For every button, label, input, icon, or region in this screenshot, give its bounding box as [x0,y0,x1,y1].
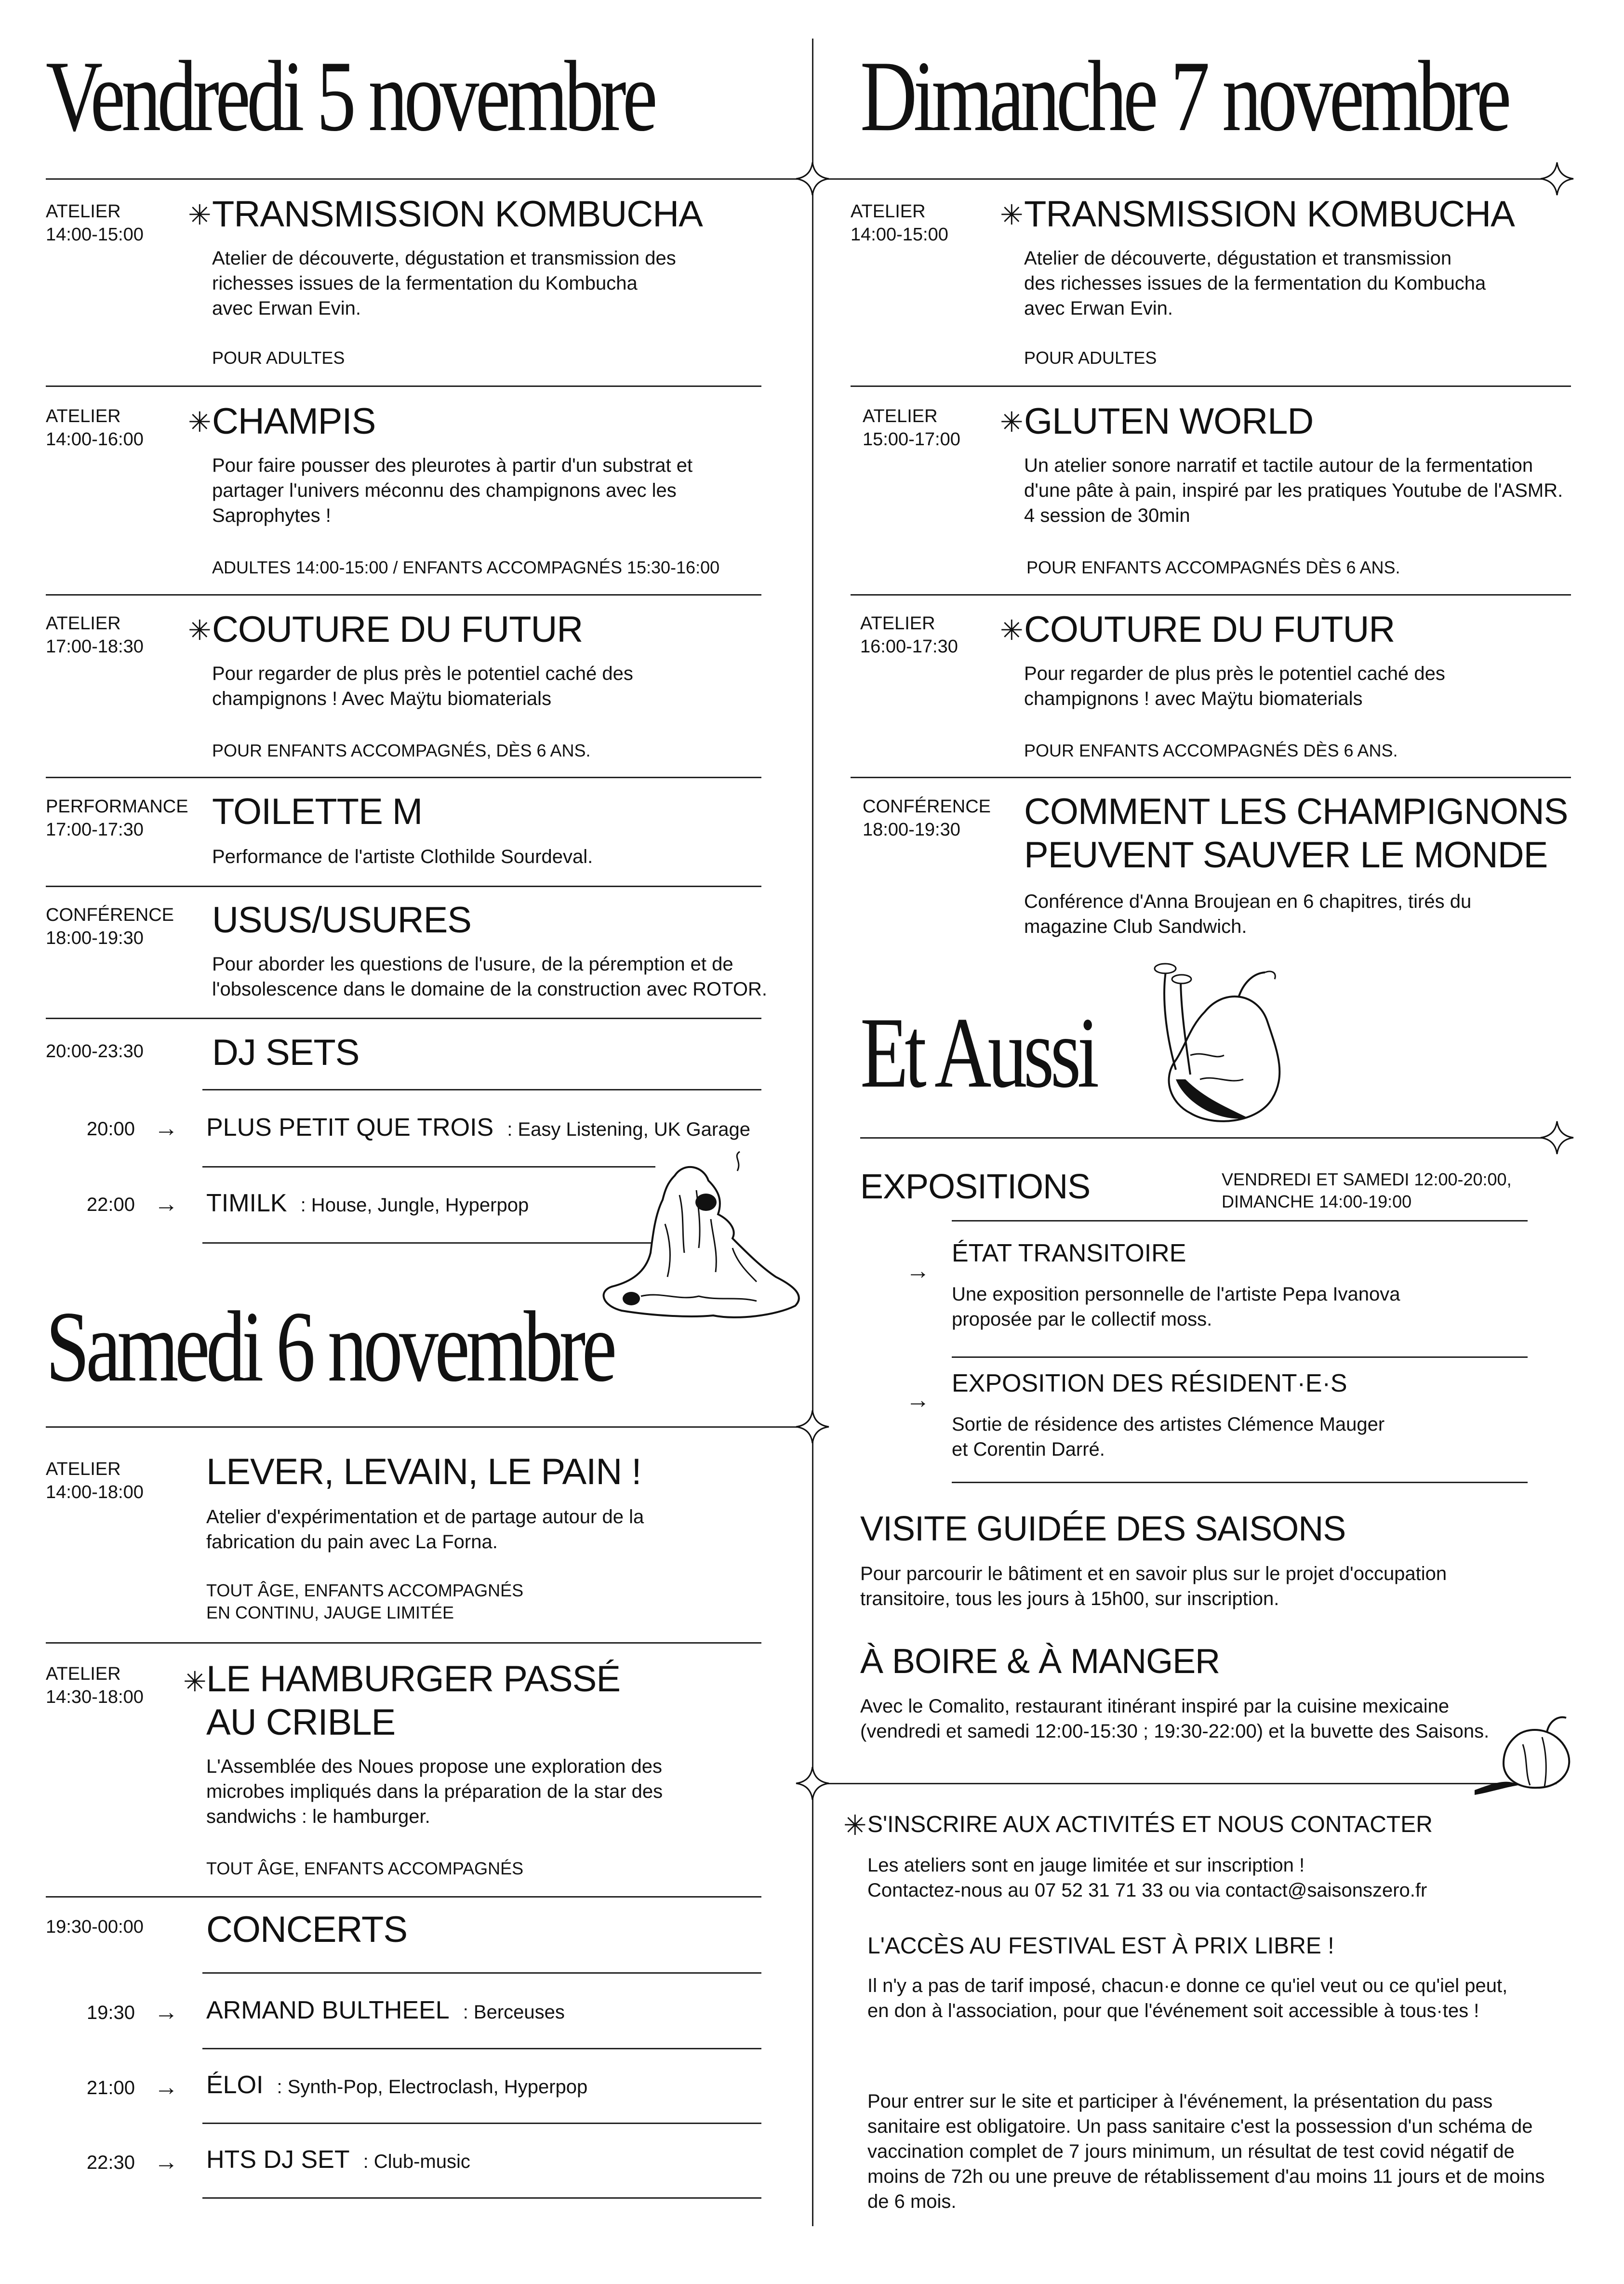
event-time: 14:30-18:00 [46,1687,144,1707]
event-time: 14:00-15:00 [851,225,948,245]
divider [202,1089,761,1090]
visite-title: VISITE GUIDÉE DES SAISONS [860,1510,1346,1548]
sparkle-icon [795,161,830,196]
event-audience: ADULTES 14:00-15:00 / ENFANTS ACCOMPAGNÉS 15:30-16:00 [212,558,720,577]
event-description: Pour regarder de plus près le potentiel caché des champignons ! avec Maÿtu biomaterials [1024,663,1445,709]
arrow-icon: → [154,1190,178,1217]
sparkle-icon [1540,161,1574,196]
arrow-icon: → [154,2073,178,2100]
asterisk-icon: ✳ [843,1810,867,1841]
event-time: 14:00-16:00 [46,429,144,450]
event-title: GLUTEN WORLD [1024,401,1314,442]
event-audience: POUR ENFANTS ACCOMPAGNÉS DÈS 6 ANS. [1024,741,1398,760]
divider [851,385,1571,387]
event-description: Conférence d'Anna Broujean en 6 chapitres, tirés du magazine Club Sandwich. [1024,891,1472,937]
event-title: COUTURE DU FUTUR [212,609,583,650]
arrow-icon: → [154,1115,178,1142]
set-genre: : House, Jungle, Hyperpop [300,1195,529,1216]
asterisk-icon: ✳ [1000,199,1024,231]
divider [46,594,761,596]
asterisk-icon: ✳ [188,199,212,231]
mushroom-pear-illustration [1132,959,1306,1132]
event-audience: POUR ADULTES [1024,348,1157,368]
divider [202,1242,655,1244]
event-category: ATELIER [46,1664,121,1684]
set-time: 21:00 [86,2077,135,2098]
set-artist: HTS DJ SET : Club-music [206,2146,470,2174]
arrow-icon: → [154,2148,178,2175]
event-audience: TOUT ÂGE, ENFANTS ACCOMPAGNÉS EN CONTINU, JAUGE LIMITÉE [206,1580,524,1622]
saturday-header-rule [46,1426,805,1428]
arrow-icon: → [906,1257,930,1284]
event-category: ATELIER [46,406,121,426]
asterisk-icon: ✳ [1000,407,1024,438]
friday-title: Vendredi 5 novembre [46,40,654,152]
set-genre: : Club-music [363,2151,470,2172]
divider [202,1972,761,1974]
set-artist: TIMILK : House, Jungle, Hyperpop [206,1189,529,1217]
asterisk-icon: ✳ [188,615,212,646]
set-time: 22:30 [86,2152,135,2173]
divider [202,1166,655,1168]
boire-title: À BOIRE & À MANGER [860,1642,1220,1681]
prix-title: L'ACCÈS AU FESTIVAL EST À PRIX LIBRE ! [867,1933,1334,1959]
aussi-header-rule [860,1137,1557,1139]
event-category: CONFÉRENCE [863,797,991,817]
sparkle-icon [1540,1120,1574,1155]
pass-sanitaire-notice: Pour entrer sur le site et participer à l'événement, la présentation du pass sanitaire est obligatoire. Un pass sanitaire c'est la possession d'un schéma de vaccination complet de 7 jours minimum, un résultat de test covid négatif de moins de 72h ou une preuve de rétablissement d'au moins 11 jours et de moins de 6 mois. [867,2091,1545,2212]
divider [46,385,761,387]
event-title: LE HAMBURGER PASSÉ AU CRIBLE [206,1659,621,1743]
event-time: 15:00-17:00 [863,429,960,450]
boire-description: Avec le Comalito, restaurant itinérant inspiré par la cuisine mexicaine (vendredi et samedi 12:00-15:30 ; 19:30-22:00) et la buvette des Saisons. [860,1696,1490,1742]
gourd-illustration [1475,1706,1581,1802]
asterisk-icon: ✳ [183,1666,207,1698]
set-artist: ÉLOI : Synth-Pop, Electroclash, Hyperpop [206,2071,588,2099]
divider [46,1642,761,1644]
sparkle-icon [795,1409,830,1444]
event-description: Atelier de découverte, dégustation et transmission des richesses issues de la fermentation du Kombucha avec Erwan Evin. [1024,248,1486,319]
contact-rule [819,1783,1557,1784]
set-time: 20:00 [86,1118,135,1140]
divider [952,1220,1528,1222]
dj-title: DJ SETS [212,1032,359,1073]
event-description: Atelier de découverte, dégustation et transmission des richesses issues de la fermentation du Kombucha avec Erwan Evin. [212,248,676,319]
event-description: Pour faire pousser des pleurotes à partir d'un substrat et partager l'univers méconnu des champignons avec les Saprophytes ! [212,455,693,526]
divider [851,594,1571,596]
event-category: ATELIER [863,406,938,426]
event-time: 14:00-15:00 [46,225,144,245]
event-title: USUS/USURES [212,900,471,941]
divider [202,2197,761,2199]
divider [46,777,761,778]
dj-time: 20:00-23:30 [46,1041,144,1062]
event-category: CONFÉRENCE [46,905,174,925]
event-audience: POUR ENFANTS ACCOMPAGNÉS DÈS 6 ANS. [1026,558,1400,577]
event-title: CHAMPIS [212,401,376,442]
divider [46,1896,761,1898]
event-description: Pour regarder de plus près le potentiel caché des champignons ! Avec Maÿtu biomaterials [212,663,633,709]
contact-title: S'INSCRIRE AUX ACTIVITÉS ET NOUS CONTACTER [867,1812,1433,1837]
event-time: 16:00-17:30 [860,637,958,657]
concerts-title: CONCERTS [206,1909,408,1950]
asterisk-icon: ✳ [188,407,212,438]
divider [46,886,761,887]
visite-description: Pour parcourir le bâtiment et en savoir plus sur le projet d'occupation transitoire, tous les jours à 15h00, sur inscription. [860,1563,1447,1609]
event-category: ATELIER [851,201,926,222]
event-time: 17:00-18:30 [46,637,144,657]
set-time: 19:30 [86,2002,135,2023]
set-genre: : Berceuses [463,2002,565,2023]
event-time: 18:00-19:30 [46,928,144,948]
arrow-icon: → [906,1386,930,1413]
event-title: COMMENT LES CHAMPIGNONS PEUVENT SAUVER LE MONDE [1024,791,1568,876]
event-description: Atelier d'expérimentation et de partage autour de la fabrication du pain avec La Forna. [206,1506,644,1553]
event-category: ATELIER [46,1459,121,1479]
event-time: 18:00-19:30 [863,820,960,840]
event-category: ATELIER [860,613,935,634]
event-description: Un atelier sonore narratif et tactile autour de la fermentation d'une pâte à pain, inspiré par les pratiques Youtube de l'ASMR. 4 session de 30min [1024,455,1563,526]
event-category: ATELIER [46,201,121,222]
set-genre: : Synth-Pop, Electroclash, Hyperpop [277,2076,588,2098]
divider [202,2048,761,2049]
expo-description: Sortie de résidence des artistes Clémence Mauger et Corentin Darré. [952,1414,1385,1460]
event-title: TOILETTE M [212,791,423,832]
aussi-title: Et Aussi [860,997,1096,1109]
divider [952,1356,1528,1358]
asterisk-icon: ✳ [1000,615,1024,646]
center-divider [812,39,813,2226]
set-artist: ARMAND BULTHEEL : Berceuses [206,1996,565,2024]
concerts-time: 19:30-00:00 [46,1917,144,1937]
divider [952,1482,1528,1483]
set-artist: PLUS PETIT QUE TROIS : Easy Listening, UK Garage [206,1114,750,1142]
event-time: 14:00-18:00 [46,1482,144,1502]
event-audience: TOUT ÂGE, ENFANTS ACCOMPAGNÉS [206,1859,524,1878]
event-audience: POUR ADULTES [212,348,345,368]
divider [851,777,1571,778]
sunday-title: Dimanche 7 novembre [860,40,1508,152]
event-title: COUTURE DU FUTUR [1024,609,1395,650]
prix-description: Il n'y a pas de tarif imposé, chacun·e donne ce qu'iel veut ou ce qu'iel peut, en don à l'association, pour que l'événement soit accessible à tous·tes ! [867,1975,1508,2021]
event-category: ATELIER [46,613,121,634]
sunday-header-rule [819,178,1557,180]
dripping-blob-illustration [593,1156,824,1330]
event-category: PERFORMANCE [46,797,188,817]
set-genre: : Easy Listening, UK Garage [507,1119,750,1140]
expo-hours: VENDREDI ET SAMEDI 12:00-20:00, DIMANCHE 14:00-19:00 [1222,1169,1512,1211]
event-title: TRANSMISSION KOMBUCHA [212,194,703,235]
arrow-icon: → [154,1998,178,2025]
expo-name: EXPOSITION DES RÉSIDENT·E·S [952,1369,1347,1397]
divider [46,1018,761,1019]
divider [202,2123,761,2124]
event-title: LEVER, LEVAIN, LE PAIN ! [206,1451,641,1492]
contact-description: Les ateliers sont en jauge limitée et sur inscription ! Contactez-nous au 07 52 31 71 33 ou via contact@saisonszero.fr [867,1855,1427,1901]
expo-name: ÉTAT TRANSITOIRE [952,1239,1186,1267]
set-time: 22:00 [86,1194,135,1215]
expo-title: EXPOSITIONS [860,1168,1091,1206]
sparkle-icon [795,1766,830,1801]
event-time: 17:00-17:30 [46,820,144,840]
event-description: Pour aborder les questions de l'usure, de la péremption et de l'obsolescence dans le domaine de la construction avec ROTOR. [212,954,767,1000]
event-description: L'Assemblée des Noues propose une exploration des microbes impliqués dans la préparation de la star des sandwichs : le hamburger. [206,1756,663,1827]
event-audience: POUR ENFANTS ACCOMPAGNÉS, DÈS 6 ANS. [212,741,591,760]
friday-header-rule [46,178,805,180]
event-title: TRANSMISSION KOMBUCHA [1024,194,1515,235]
expo-description: Une exposition personnelle de l'artiste Pepa Ivanova proposée par le collectif moss. [952,1284,1400,1330]
event-description: Performance de l'artiste Clothilde Sourdeval. [212,846,593,867]
saturday-title: Samedi 6 novembre [46,1291,613,1403]
